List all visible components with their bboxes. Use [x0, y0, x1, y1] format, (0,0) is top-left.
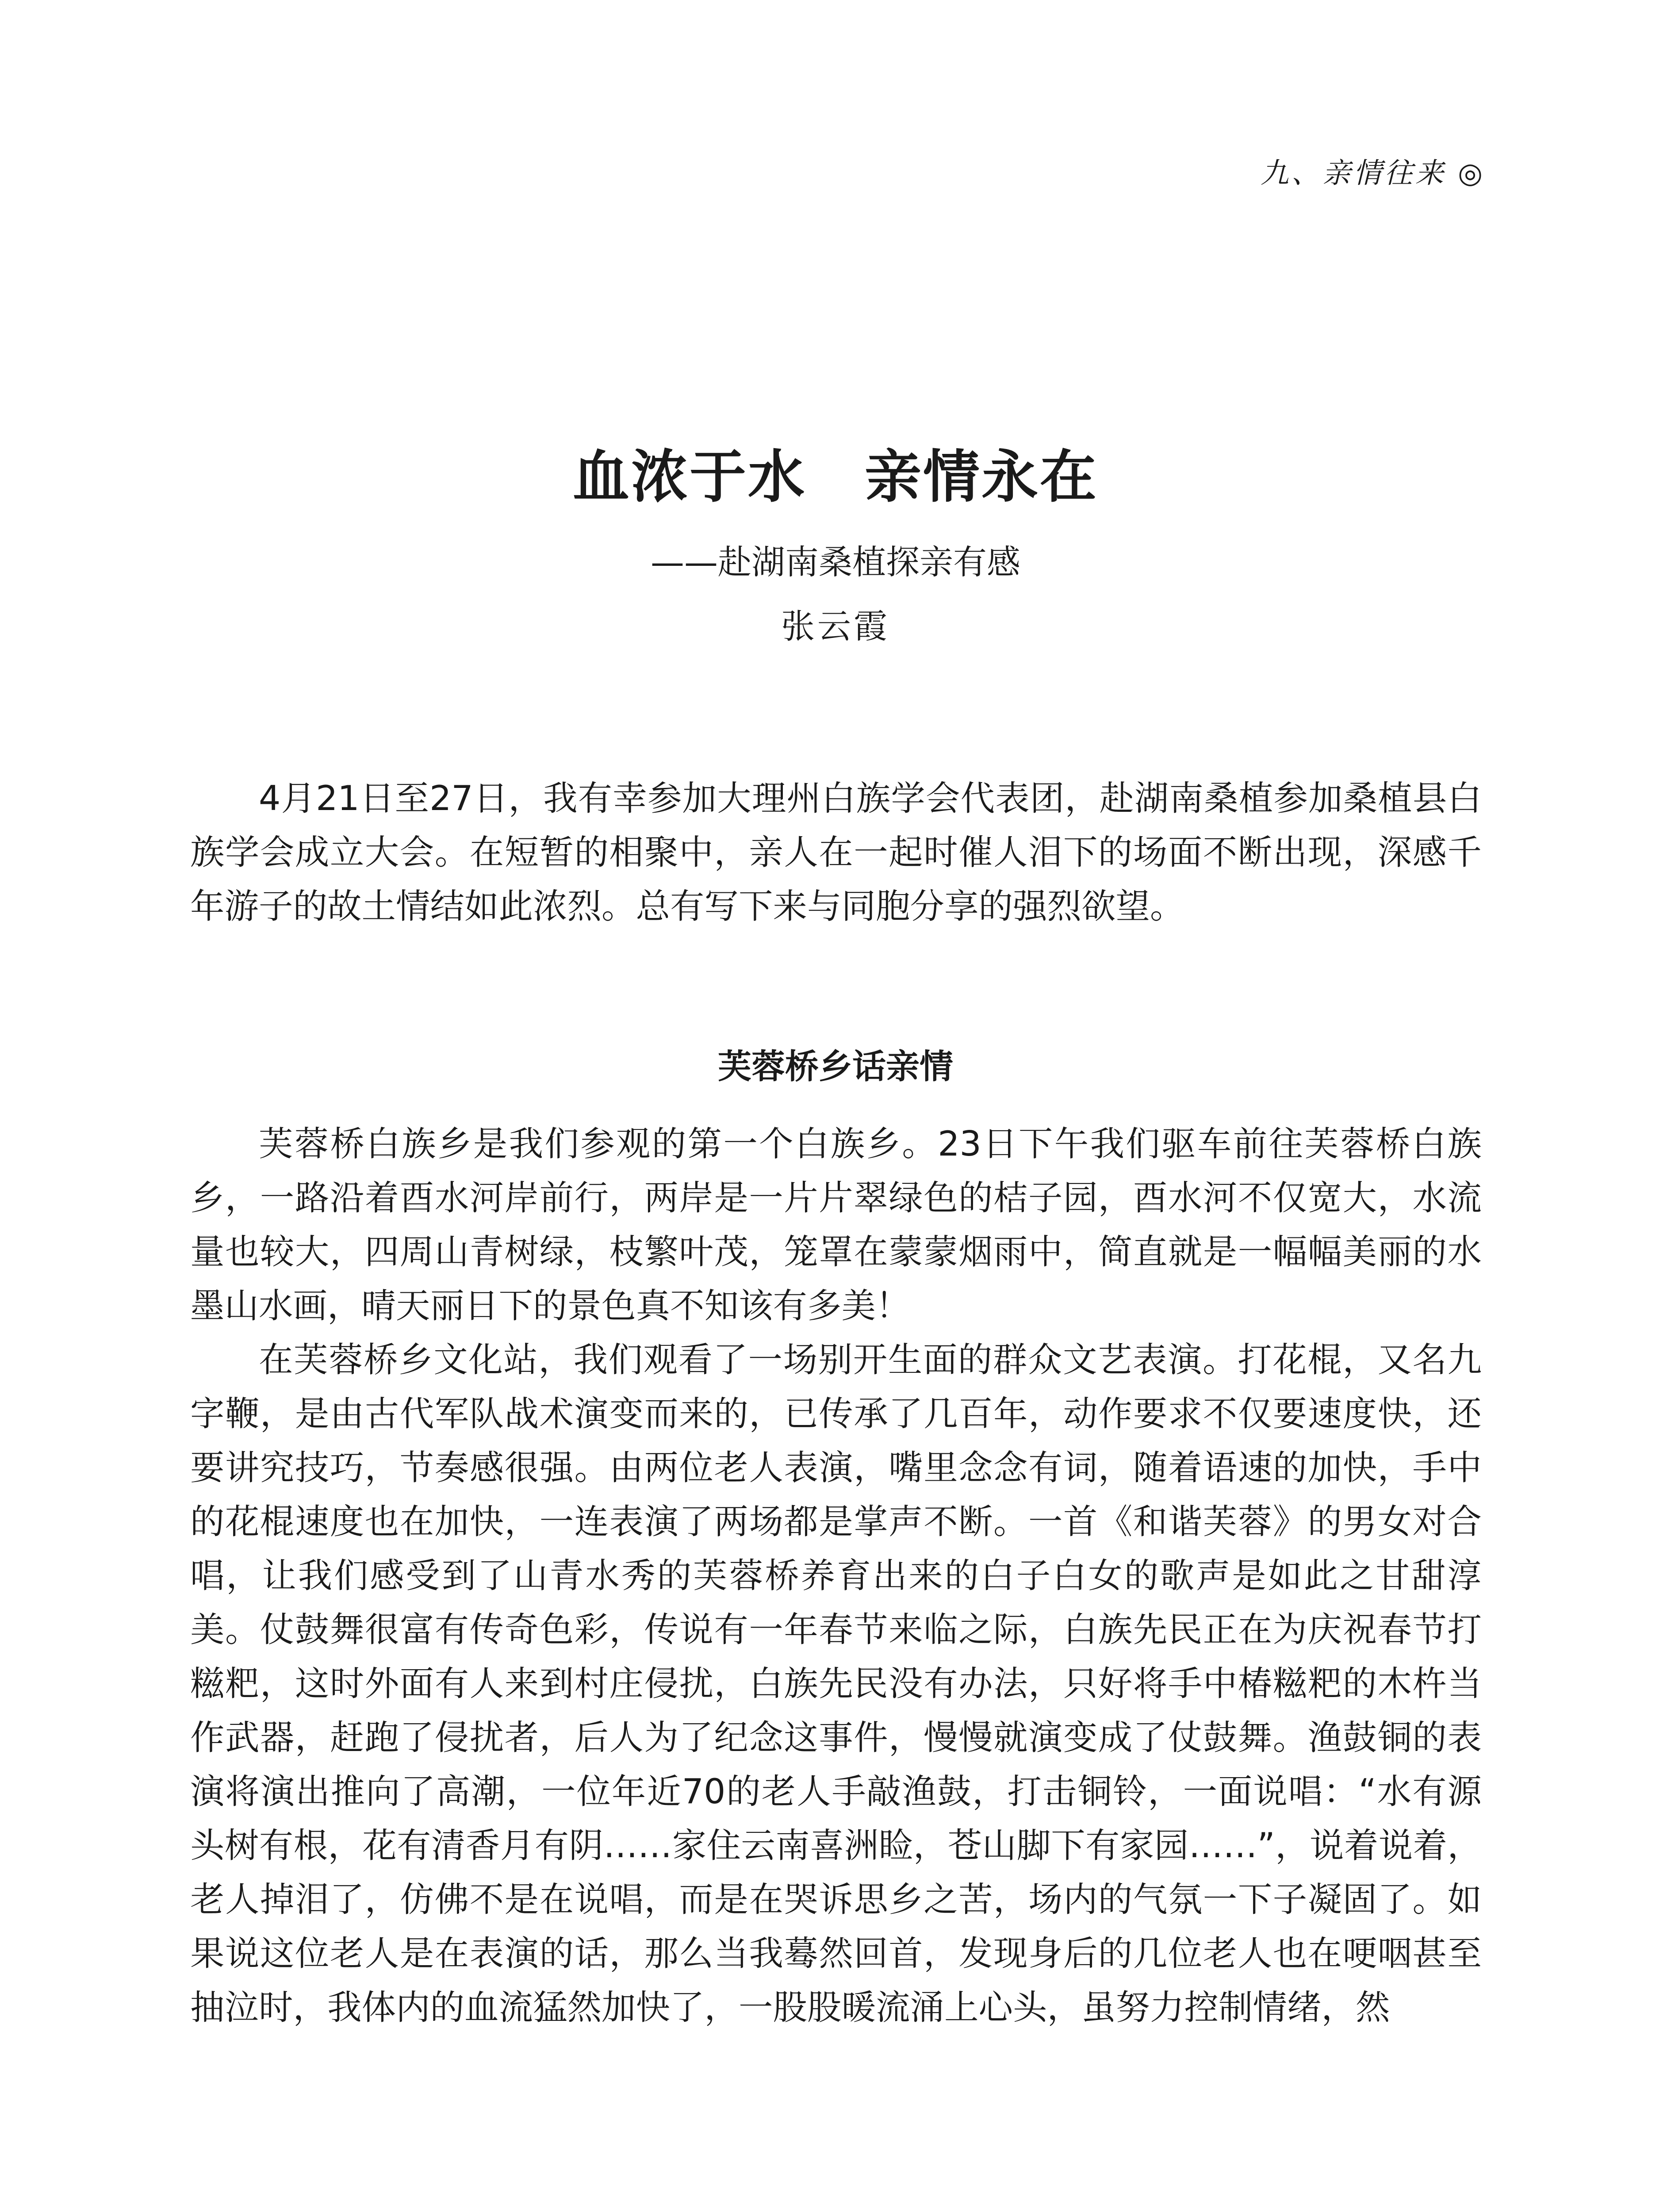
paragraph-section1: 芙蓉桥白族乡是我们参观的第一个白族乡。23日下午我们驱车前往芙蓉桥白族乡，一路沿着酉水河岸前行，两岸是一片片翠绿色的桔子园，酉水河不仅宽大，水流量也较大，四周山青树绿，枝繁叶茂，笼罩在蒙蒙烟雨中，简直就是一幅幅美丽的水墨山水画，晴天丽日下的景色真不知该有多美！ [190, 1124, 1482, 1326]
article-subtitle: ——赴湖南桑植探亲有感 [651, 542, 1020, 582]
running-head: 九、亲情往来 ◎ [1260, 157, 1485, 190]
article-title: 血浓于水 亲情永在 [572, 444, 1098, 510]
article-author: 张云霞 [781, 607, 890, 646]
paragraph-intro: 4月21日至27日，我有幸参加大理州白族学会代表团，赴湖南桑植参加桑植县白族学会成立大会。在短暂的相聚中，亲人在一起时催人泪下的场面不断出现，深感千年游子的故土情结如此浓烈。总有写下来与同胞分享的强烈欲望。 [190, 779, 1482, 926]
paragraph-section2: 在芙蓉桥乡文化站，我们观看了一场别开生面的群众文艺表演。打花棍，又名九字鞭，是由古代军队战术演变而来的，已传承了几百年，动作要求不仅要速度快，还要讲究技巧，节奏感很强。由两位老人表演，嘴里念念有词，随着语速的加快，手中的花棍速度也在加快，一连表演了两场都是掌声不断。一首《和谐芙蓉》的男女对合唱，让我们感受到了山青水秀的芙蓉桥养育出来的白子白女的歌声是如此之甘甜淳美。仗鼓舞很富有传奇色彩，传说有一年春节来临之际，白族先民正在为庆祝春节打糍粑，这时外面有人来到村庄侵扰，白族先民没有办法，只好将手中椿糍粑的木杵当作武器，赶跑了侵扰者，后人为了纪念这事件，慢慢就演变成了仗鼓舞。渔鼓铜的表演将演出推向了高潮，一位年近70的老人手敲渔鼓，打击铜铃，一面说唱：“水有源头树有根，花有清香月有阴……家住云南喜洲睑，苍山脚下有家园……”，说着说着，老人掉泪了，仿佛不是在说唱，而是在哭诉思乡之苦，场内的气氛一下子凝固了。如果说这位老人是在表演的话，那么当我蓦然回首，发现身后的几位老人也在哽咽甚至抽泣时，我体内的血流猛然加快了，一股股暖流涌上心头，虽努力控制情绪，然 [190, 1340, 1482, 2028]
section-heading: 芙蓉桥乡话亲情 [718, 1047, 953, 1086]
